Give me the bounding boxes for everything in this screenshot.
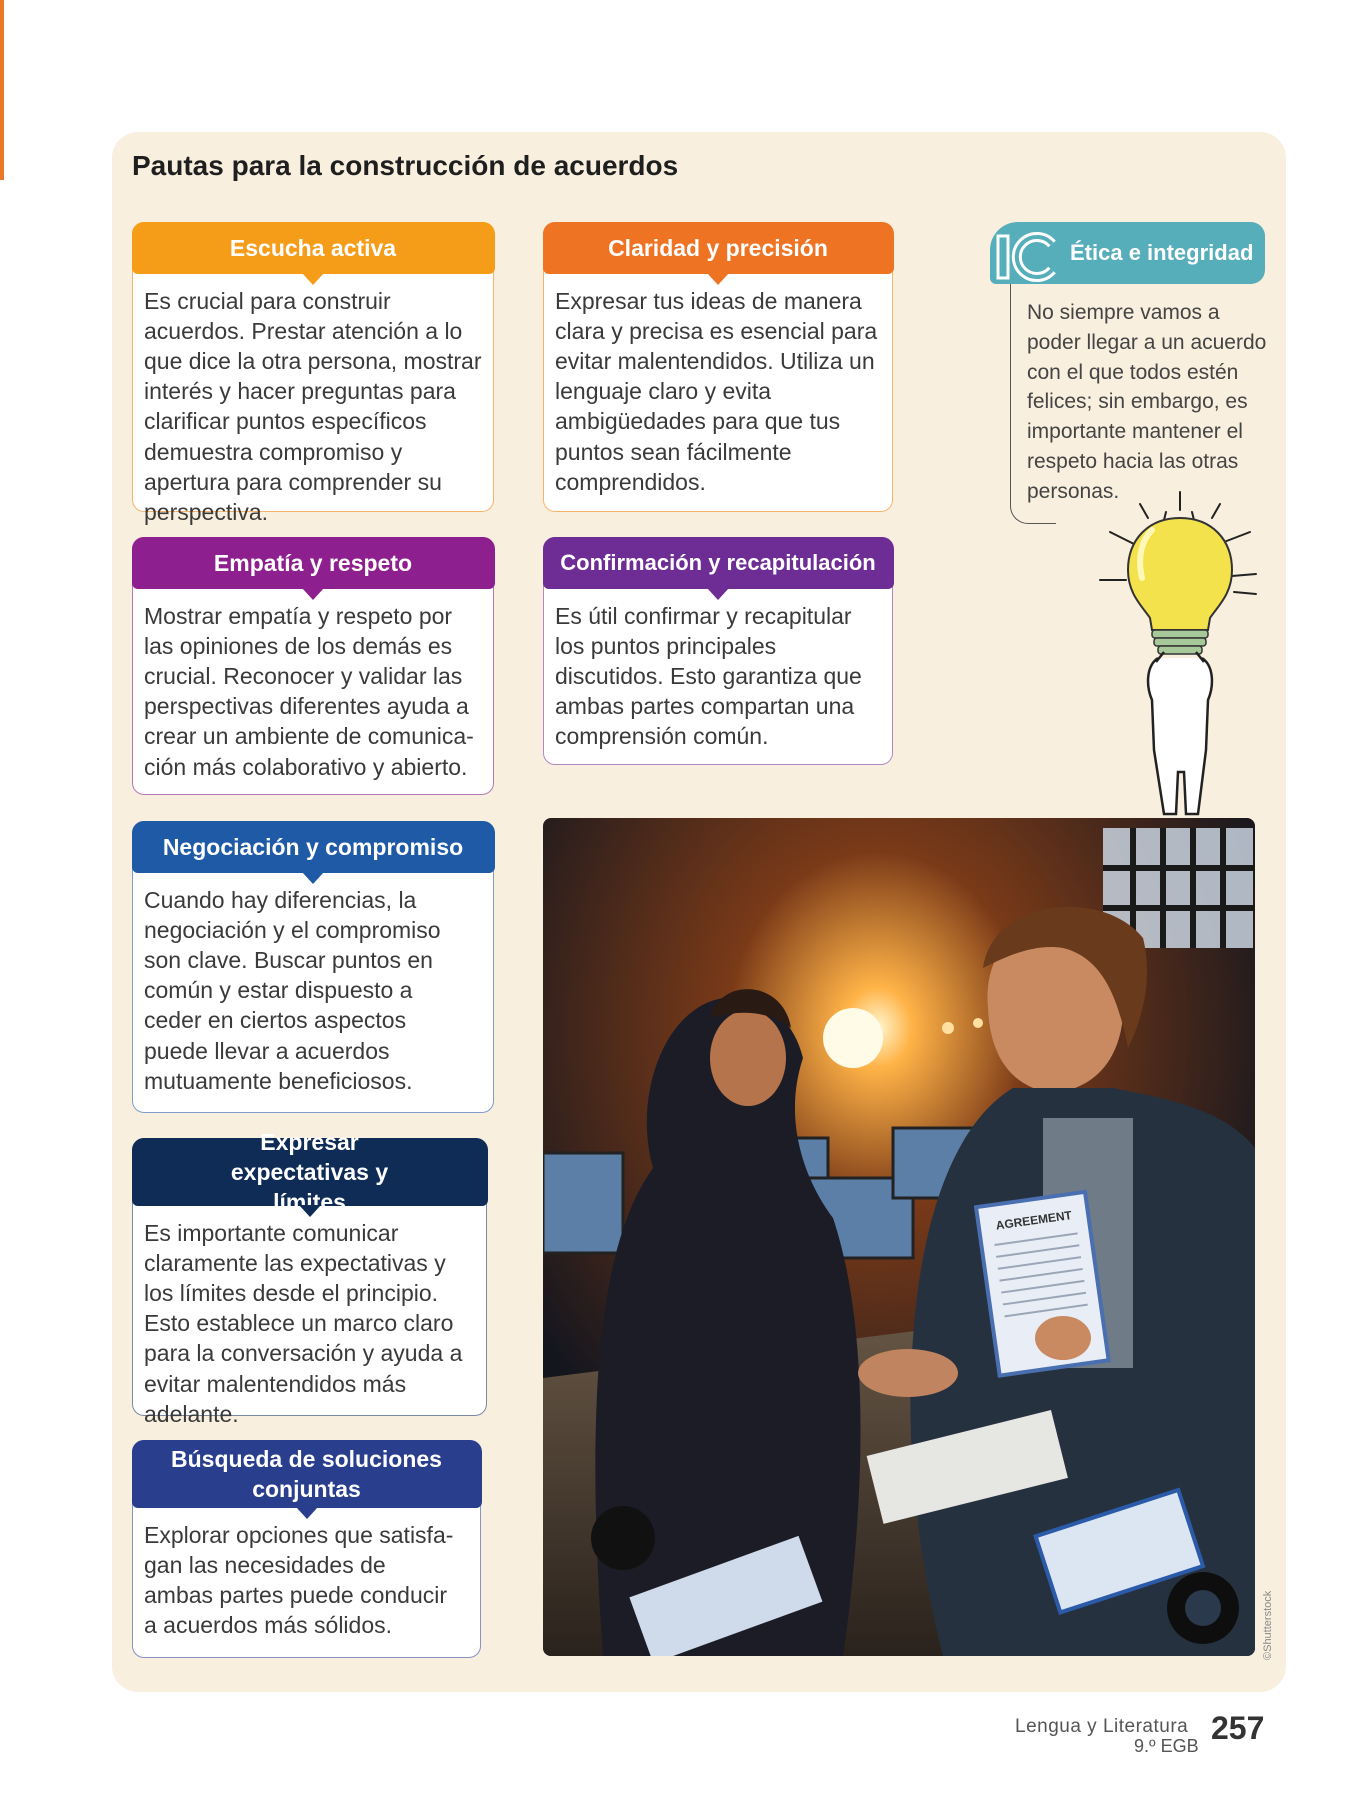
card-body: Explorar opciones que satisfa-gan las necesidades de ambas partes puede conducir a acuerdos más sólidos. <box>144 1521 454 1639</box>
card-body: Mostrar empatía y respeto por las opiniones de los demás es crucial. Reconocer y validar las perspectivas diferentes ayuda a crear un ambiente de comunica-ción más colaborativo y abierto. <box>144 602 474 780</box>
card-negociacion-compromiso <box>132 821 494 1113</box>
card-title: Confirmación y recapitulación <box>543 537 894 589</box>
handshake-agreement-photo <box>543 818 1255 1656</box>
card-title: Expresar expectativas y límites <box>132 1138 488 1206</box>
card-body: Es útil confirmar y recapitular los puntos principales discutidos. Esto garantiza que ambas partes compartan una comprensión común. <box>555 602 862 750</box>
card-title: Negociación y compromiso <box>132 821 495 873</box>
card-soluciones-conjuntas <box>132 1440 481 1658</box>
ethics-text: No siempre vamos a poder llegar a un acuerdo con el que todos estén felices; sin embargo, es importante mantener el respeto hacia las otras personas. <box>1027 301 1267 503</box>
card-claridad-precision <box>543 222 893 512</box>
card-body: Es crucial para construir acuerdos. Prestar atención a lo que dice la otra persona, mostrar interés y hacer preguntas para clarificar puntos específicos demuestra compromiso y apertura para comprender su perspectiva. <box>144 287 482 525</box>
ethics-title: Ética e integridad <box>1070 240 1254 265</box>
card-escucha-activa <box>132 222 494 525</box>
lightbulb-figure-icon <box>1080 490 1280 820</box>
card-expectativas-limites <box>132 1128 487 1427</box>
card-title: Claridad y precisión <box>543 222 894 274</box>
card-body: Cuando hay diferencias, la negociación y el compromiso son clave. Buscar puntos en común y estar dispuesto a ceder en ciertos aspectos puede llevar a acuerdos mutuamente beneficiosos. <box>144 886 441 1094</box>
card-body: Expresar tus ideas de manera clara y precisa es esencial para evitar malentendidos. Utiliza un lenguaje claro y evita ambigüedades para que tus puntos sean fácilmente comprendidos. <box>555 287 878 495</box>
card-body: Es importante comunicar claramente las expectativas y los límites desde el principio. Esto establece un marco claro para la conversación y ayuda a evitar malentendidos más adelante. <box>144 1219 463 1427</box>
photo-document-label: AGREEMENT <box>994 1208 1073 1233</box>
page-number: 257 <box>1211 1710 1265 1746</box>
footer-grade: 9.º EGB <box>1134 1736 1199 1756</box>
card-confirmacion-recapitulacion <box>543 537 893 765</box>
card-title: Escucha activa <box>132 222 495 274</box>
section-title: Pautas para la construcción de acuerdos <box>132 150 679 181</box>
page-edge-accent <box>0 0 4 180</box>
footer-subject: Lengua y Literatura <box>1015 1716 1189 1737</box>
card-title: Búsqueda de soluciones conjuntas <box>132 1440 482 1508</box>
photo-credit: ©Shutterstock <box>1262 1590 1274 1660</box>
ic-logo-icon <box>994 230 1058 284</box>
card-title: Empatía y respeto <box>132 537 495 589</box>
card-empatia-respeto <box>132 537 494 795</box>
